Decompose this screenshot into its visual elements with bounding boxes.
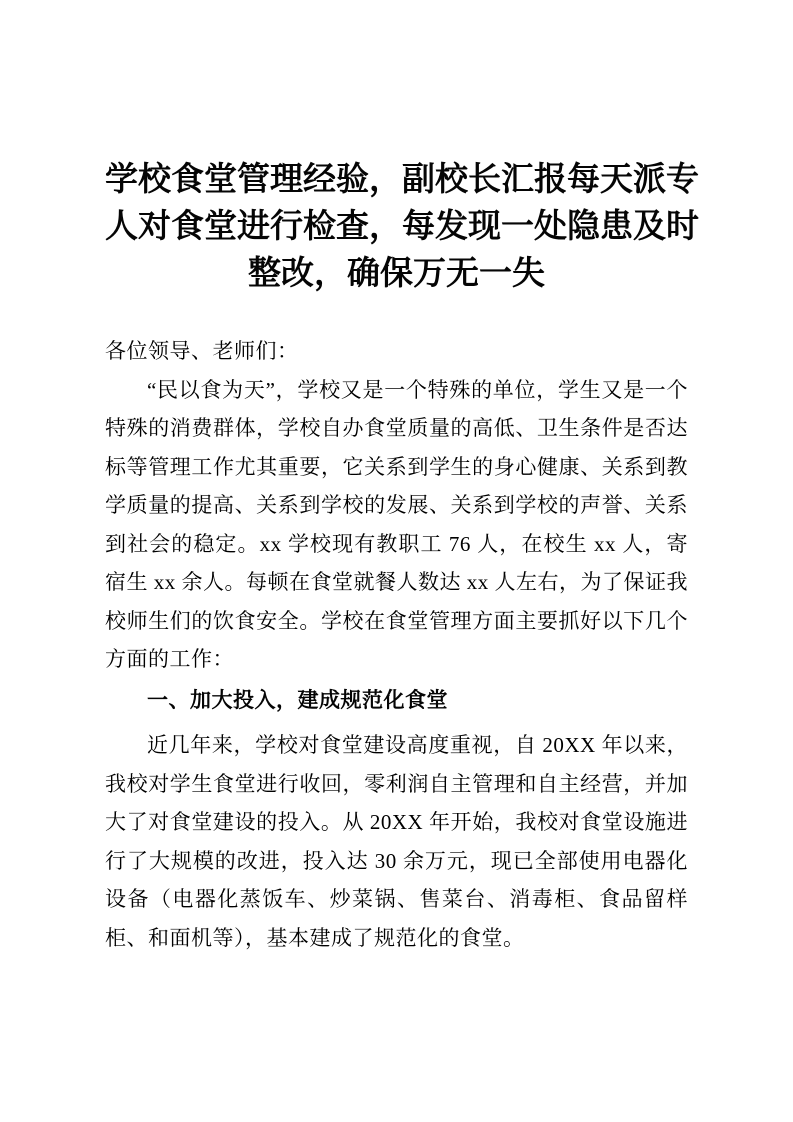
intro-paragraph: “民以食为天”，学校又是一个特殊的单位，学生又是一个特殊的消费群体，学校自办食堂质量的高低、卫生条件是否达标等管理工作尤其重要，它关系到学生的身心健康、关系到教学质量的提高、关系到学校的发展、关系到学校的声誉、关系到社会的稳定。xx 学校现有教职工 76 人，在校生 xx 人，寄宿生 xx 余人。每顿在食堂就餐人数达 xx 人左右，为了保证我校师生们的饮食安全。学校在食堂管理方面主要抓好以下几个方面的工作：: [105, 377, 688, 671]
section-heading-1: 一、加大投入，建成规范化食堂: [147, 688, 448, 712]
section-1-paragraph-1: 近几年来，学校对食堂建设高度重视，自 20XX 年以来，我校对学生食堂进行收回，零利润自主管理和自主经营，并加大了对食堂建设的投入。从 20XX 年开始，我校对食堂设施进行了大规模的改进，投入达 30 余万元，现已全部使用电器化设备（电器化蒸饭车、炒菜锅、售菜台、消毒柜、食品留样柜、和面机等），基本建成了规范化的食堂。: [105, 733, 688, 950]
salutation: 各位领导、老师们：: [105, 339, 299, 363]
title-line-2: 人对食堂进行检查，每发现一处隐患及时: [105, 207, 699, 244]
title-line-1: 学校食堂管理经验，副校长汇报每天派专: [105, 160, 699, 197]
title-line-3: 整改，确保万无一失: [248, 254, 545, 291]
document-title: [105, 155, 699, 296]
